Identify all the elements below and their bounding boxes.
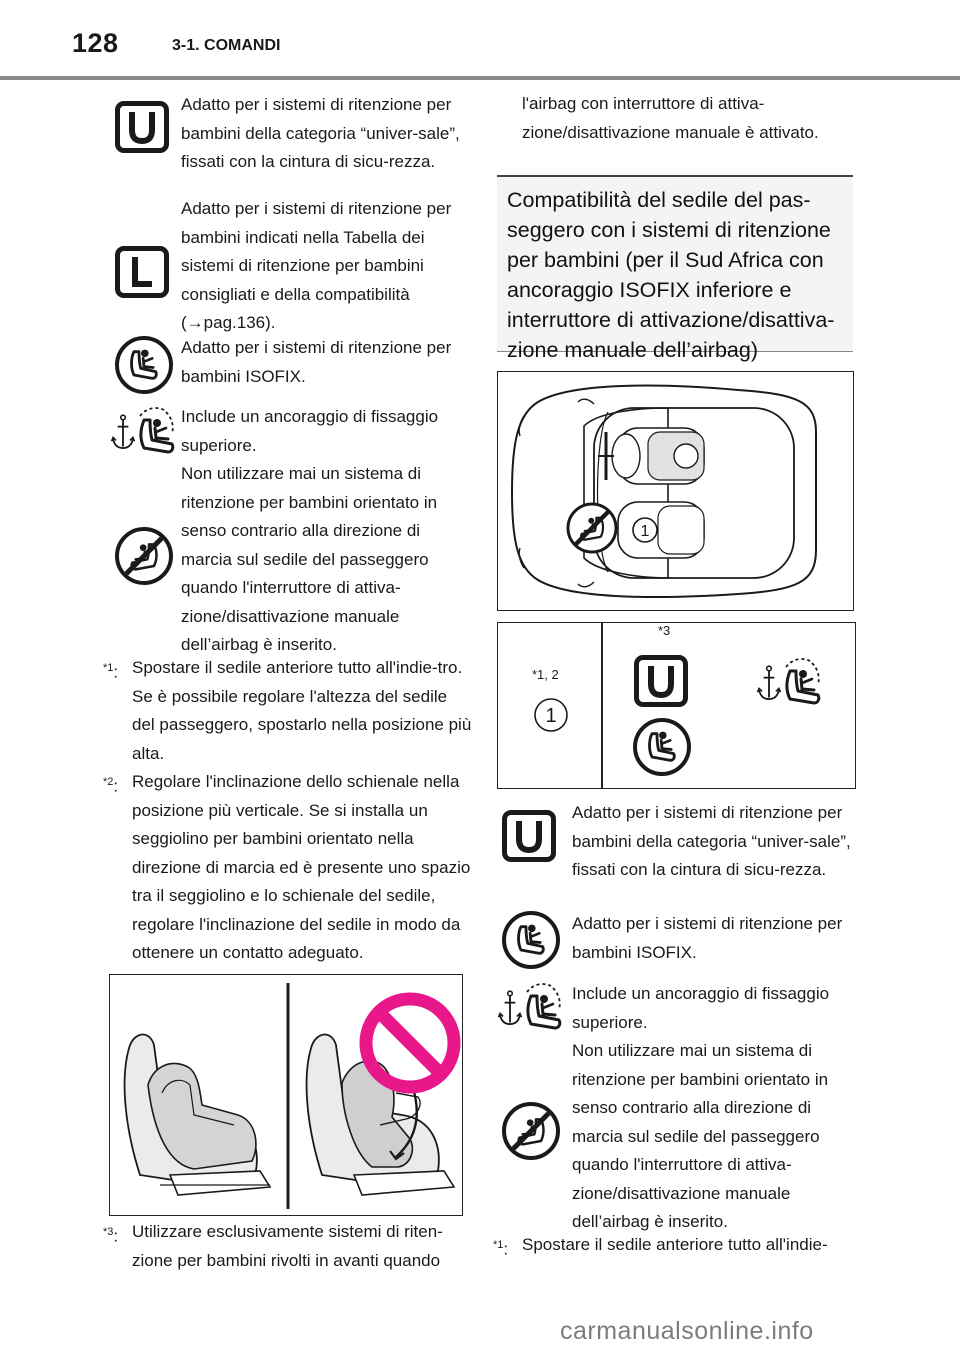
note-text: Utilizzare esclusivamente sistemi di riten-zione per bambini rivolti in avanti quando — [132, 1222, 443, 1270]
compatibility-heading-box — [497, 175, 853, 362]
legend-text-tether: Include un ancoraggio di fissaggio superiore. — [181, 407, 439, 455]
limited-l-icon — [115, 246, 169, 298]
seat-number-label: 1 — [545, 705, 557, 727]
note-marker: $^{*1}$: — [103, 662, 119, 682]
legend-text-no-rear-facing: Non utilizzare mai un sistema di ritenzione per bambini orientato in senso contrario alla direzione di marcia sul sedile del passeggero quando l'interruttore di attiva-zione/disattivazione manuale dell’airbag è inserito. — [572, 1041, 829, 1231]
note-marker: $^{*1}$: — [493, 1239, 509, 1259]
compatibility-heading: Compatibilità del sedile del pas-seggero con i sistemi di ritenzione per bambini (per il Sud Africa con ancoraggio ISOFIX inferiore e interruttore di attivazione/disattiva-zione manuale dell’airbag) — [507, 188, 835, 362]
note-marker: $^{*2}$: — [103, 776, 119, 796]
compatibility-table — [497, 622, 856, 789]
seat-number-badge — [533, 697, 569, 733]
note-right-1 — [493, 1231, 863, 1260]
isofix-seat-icon — [115, 336, 173, 394]
table-note-seat: *1, 2 — [532, 667, 559, 682]
right-intro-text: l'airbag con interruttore di attiva-zione/disattivazione manuale è attivato. — [522, 94, 819, 142]
note-1 — [103, 654, 473, 768]
top-tether-anchor-icon — [497, 980, 569, 1040]
legend-text-isofix: Adatto per i sistemi di ritenzione per bambini ISOFIX. — [181, 338, 452, 386]
watermark-text: carmanualsonline.info — [560, 1317, 814, 1345]
isofix-seat-icon — [633, 718, 691, 776]
seat-illustration — [109, 974, 463, 1216]
legend-text-universal: Adatto per i sistemi di ritenzione per bambini della categoria “univer-sale”, fissati con la cintura di sicu-rezza. — [181, 95, 460, 171]
legend-text-isofix: Adatto per i sistemi di ritenzione per bambini ISOFIX. — [572, 914, 843, 962]
header-divider — [0, 76, 960, 80]
universal-u-icon — [502, 810, 556, 862]
section-title: 3-1. COMANDI — [172, 37, 281, 54]
note-2 — [103, 768, 473, 968]
legend-text-universal: Adatto per i sistemi di ritenzione per bambini della categoria “univer-sale”, fissati con la cintura di sicu-rezza. — [572, 803, 851, 879]
note-marker: $^{*3}$: — [103, 1226, 119, 1246]
universal-u-icon — [115, 101, 169, 153]
legend-text-limited: Adatto per i sistemi di ritenzione per bambini indicati nella Tabella dei sistemi di ritenzione per bambini consigliati e della compatibilità (→pag.136). — [181, 199, 452, 332]
note-3 — [103, 1218, 473, 1275]
top-tether-anchor-icon — [110, 404, 182, 464]
car-diagram — [497, 371, 854, 611]
legend-text-no-rear-facing: Non utilizzare mai un sistema di ritenzione per bambini orientato in senso contrario alla direzione di marcia sul sedile del passeggero quando l'interruttore di attiva-zione/disattivazione manuale dell’airbag è inserito. — [181, 464, 438, 654]
no-rear-facing-icon — [115, 527, 173, 585]
page-number: 128 — [72, 28, 119, 58]
table-note-tether: *3 — [658, 623, 671, 638]
no-rear-facing-icon — [502, 1102, 560, 1160]
table-column-divider — [601, 623, 603, 788]
note-text: Spostare il sedile anteriore tutto all'indie- — [522, 1235, 828, 1254]
note-text: Regolare l'inclinazione dello schienale nella posizione più verticale. Se si installa un seggiolino per bambini orientato nella direzione di marcia ed è presente uno spazio tra il seggiolino e lo schienale del sedile, regolare l'inclinazione del sedile in modo da ottenere un contatto adeguato. — [132, 772, 471, 962]
passenger-seat — [618, 502, 704, 558]
top-tether-anchor-icon — [756, 655, 828, 715]
legend-text-tether: Include un ancoraggio di fissaggio superiore. — [572, 984, 830, 1032]
seat-number-label: 1 — [640, 523, 650, 540]
no-rear-facing-icon — [568, 504, 616, 552]
isofix-seat-icon — [502, 911, 560, 969]
universal-u-icon — [634, 655, 688, 707]
note-text: Spostare il sedile anteriore tutto all'indie-tro. Se è possibile regolare l'altezza del sedile del passeggero, spostarlo nella posizione più alta. — [132, 658, 472, 763]
correct-seat-drawing — [125, 1035, 270, 1196]
prohibited-sign-icon — [366, 999, 454, 1087]
